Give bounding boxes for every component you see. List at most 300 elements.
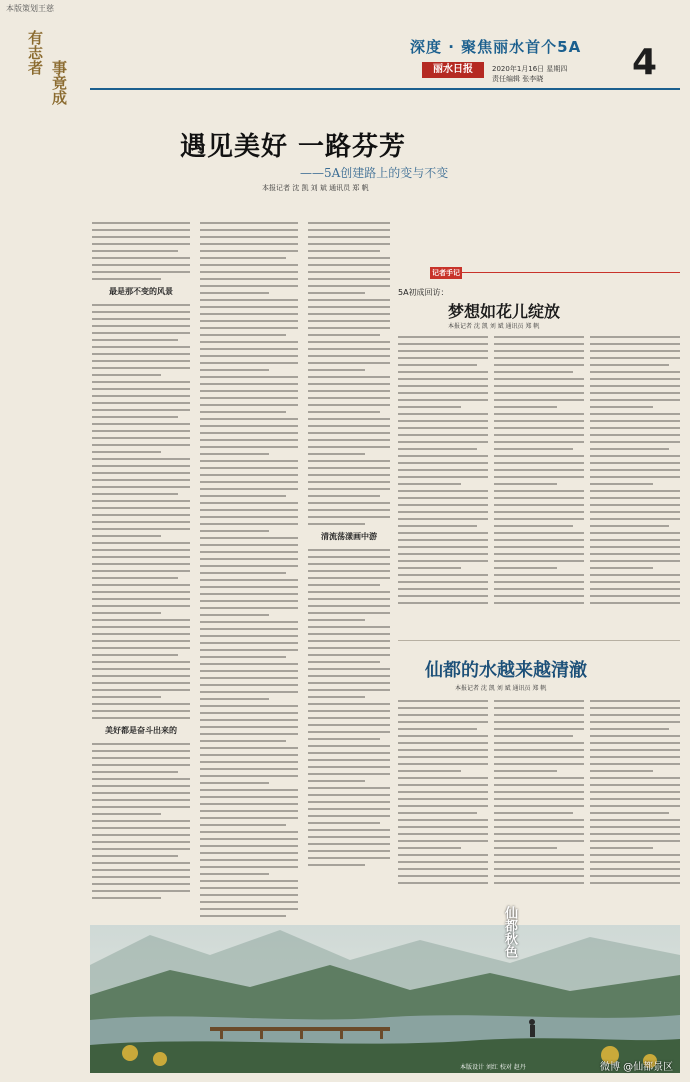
text-line [308,327,390,329]
text-line [494,511,584,513]
text-line [398,497,488,499]
text-line [398,602,488,604]
text-line [92,710,190,712]
text-line [494,721,584,723]
text-line [308,612,390,614]
text-line [590,343,680,345]
text-line [308,633,390,635]
text-line [92,430,190,432]
text-line [590,588,680,590]
text-line [92,661,190,663]
text-line [308,577,390,579]
text-line [590,371,680,373]
text-line [590,770,653,772]
text-line [590,735,680,737]
text-line [92,890,190,892]
reporter-notes-tag: 记者手记 [432,269,460,277]
sidebar-title: 梦想如花儿绽放 [448,302,561,321]
text-line [494,350,584,352]
text-line [494,567,557,569]
text-line [200,859,298,861]
text-line [398,350,488,352]
text-line [494,504,584,506]
text-line [308,236,390,238]
text-line [308,794,390,796]
text-line [92,528,190,530]
text-line [398,518,488,520]
text-line [308,563,390,565]
text-line [398,378,488,380]
text-line [200,257,286,259]
sidebar-column-1 [398,336,488,609]
text-line [200,565,298,567]
text-line [590,791,680,793]
text-line [590,749,680,751]
text-line [92,229,190,231]
text-line [398,490,488,492]
text-line [494,882,584,884]
text-line [590,819,680,821]
text-line [494,560,584,562]
text-line [92,409,190,411]
text-line [200,313,298,315]
text-line [590,854,680,856]
landscape-illustration [90,925,680,1073]
text-line [308,446,390,448]
text-column-2 [200,222,298,922]
text-line [200,733,298,735]
text-line [398,434,488,436]
text-line [200,229,298,231]
text-line [200,502,298,504]
text-line [92,806,190,808]
text-line [494,749,584,751]
text-line [308,523,365,525]
text-line [308,397,390,399]
text-line [308,264,390,266]
text-line [308,647,390,649]
text-line [398,406,461,408]
text-line [92,570,190,572]
text-line [494,483,557,485]
text-line [200,397,298,399]
text-line [308,495,380,497]
sidebar-column-3 [590,336,680,609]
text-line [308,759,390,761]
text-line [398,756,488,758]
text-line [92,647,190,649]
second-article-title: 仙都的水越来越清澈 [425,660,587,681]
text-line [200,600,298,602]
text-line [308,467,390,469]
text-line [308,682,390,684]
text-line [308,299,390,301]
text-line [494,707,584,709]
text-line [398,728,477,730]
text-line [308,271,390,273]
byline: 本报记者 沈 凯 刘 斌 通讯员 郑 帆 [262,184,369,192]
text-line [590,546,680,548]
text-line [494,490,584,492]
text-line [590,504,680,506]
text-line [590,476,680,478]
text-line [308,425,390,427]
text-line [398,427,488,429]
text-line [200,222,298,224]
photo-caption: 仙都秋色 [502,906,517,958]
text-line [494,847,557,849]
section-divider [398,640,680,641]
text-line [494,441,584,443]
text-line [494,378,584,380]
text-line [92,682,190,684]
text-line [200,369,269,371]
text-line [200,271,298,273]
text-line [590,560,680,562]
text-line [308,626,390,628]
text-line [398,560,488,562]
text-line [494,385,584,387]
text-line [200,264,298,266]
text-line [200,404,298,406]
subhead-3: 美好都是奋斗出来的 [105,726,177,735]
text-line [200,768,298,770]
text-line [398,413,488,415]
text-line [200,509,298,511]
subheadline: ——5A创建路上的变与不变 [300,166,449,180]
text-line [200,803,298,805]
text-line [494,462,584,464]
text-line [590,875,680,877]
text-line [200,446,298,448]
text-line [200,789,298,791]
text-line [308,369,365,371]
text-line [200,453,269,455]
text-line [92,416,178,418]
text-line [590,777,680,779]
text-line [200,670,298,672]
text-line [200,712,298,714]
text-line [308,418,390,420]
text-line [398,371,488,373]
headline: 遇见美好 一路芬芳 [180,132,407,162]
text-line [590,847,653,849]
text-line [200,418,298,420]
text-line [200,761,298,763]
text-line [308,229,390,231]
text-line [308,404,390,406]
text-line [308,752,390,754]
text-line [398,875,488,877]
text-line [92,395,190,397]
text-line [200,439,298,441]
text-line [494,602,584,604]
text-line [590,581,680,583]
text-line [200,747,298,749]
text-line [494,854,584,856]
text-line [494,588,584,590]
text-line [590,574,680,576]
text-line [398,595,488,597]
text-line [200,887,298,889]
text-line [398,448,477,450]
text-line [308,822,380,824]
text-line [308,439,390,441]
design-credit: 本版设计 刘红 校对 赵丹 [460,1064,526,1071]
text-line [590,868,680,870]
text-line [494,420,584,422]
text-line [200,348,298,350]
text-line [398,840,488,842]
text-line [308,411,380,413]
text-line [200,838,298,840]
sidebar-kicker: 5A初成回访： [398,288,449,297]
text-line [200,572,286,574]
text-line [200,327,298,329]
text-line [494,343,584,345]
sidebar-byline: 本报记者 沈 凯 刘 斌 通讯员 郑 帆 [448,323,540,330]
text-line [200,558,298,560]
text-line [92,521,190,523]
text-line [494,427,584,429]
text-line [92,577,178,579]
text-line [308,320,390,322]
text-line [308,864,365,866]
text-line [92,346,190,348]
text-line [92,264,190,266]
text-line [494,406,557,408]
text-line [494,742,584,744]
text-line [92,542,190,544]
text-line [200,796,298,798]
text-line [92,563,190,565]
text-line [398,777,488,779]
text-line [398,385,488,387]
text-line [92,876,190,878]
text-line [92,584,190,586]
text-line [308,516,390,518]
text-line [200,894,298,896]
text-line [200,278,298,280]
text-line [398,574,488,576]
text-line [308,278,390,280]
text-line [590,392,680,394]
text-line [92,771,178,773]
text-line [92,479,190,481]
text-line [590,441,680,443]
second-column-3 [590,700,680,889]
text-line [398,812,477,814]
text-line [308,710,390,712]
text-line [590,455,680,457]
text-line [200,824,286,826]
text-line [92,619,190,621]
text-line [590,364,669,366]
text-line [590,378,680,380]
page-number: 4 [632,42,658,83]
text-line [398,336,488,338]
text-line [92,591,190,593]
text-line [92,458,190,460]
text-line [590,525,669,527]
text-line [398,749,488,751]
text-line [494,875,584,877]
text-line [308,591,390,593]
text-line [200,740,286,742]
text-line [590,518,680,520]
text-line [200,614,269,616]
text-line [200,467,298,469]
text-line [494,756,584,758]
text-line [200,495,286,497]
text-line [590,567,653,569]
text-line [590,350,680,352]
text-line [92,689,190,691]
text-line [398,735,488,737]
text-line [308,717,390,719]
text-column-3 [308,222,390,871]
text-line [494,574,584,576]
text-line [494,833,584,835]
landscape-photo [90,925,680,1073]
text-line [200,376,298,378]
text-line [200,607,298,609]
text-line [494,805,584,807]
text-line [200,544,298,546]
text-line [590,707,680,709]
text-line [398,462,488,464]
header-rule [90,88,680,90]
text-line [200,306,298,308]
text-line [308,285,390,287]
text-line [200,250,298,252]
text-line [200,299,298,301]
text-line [494,700,584,702]
text-line [92,820,190,822]
text-line [494,763,584,765]
text-line [308,696,365,698]
text-line [200,481,298,483]
dateline: 2020年1月16日 星期四 [492,65,568,73]
text-line [308,598,390,600]
text-line [398,833,488,835]
text-line [92,360,190,362]
text-line [92,423,190,425]
text-line [590,728,669,730]
text-line [200,320,298,322]
text-line [590,798,680,800]
text-line [590,784,680,786]
text-line [92,332,190,334]
text-line [200,719,298,721]
text-line [92,278,161,280]
text-line [200,775,298,777]
text-line [92,486,190,488]
text-line [308,766,390,768]
text-line [92,388,190,390]
text-line [590,413,680,415]
text-line [494,448,573,450]
text-line [308,432,390,434]
text-line [92,535,161,537]
text-line [398,546,488,548]
text-line [398,861,488,863]
text-line [92,493,178,495]
text-line [308,640,390,642]
text-line [398,770,461,772]
text-line [92,717,190,719]
text-line [92,549,190,551]
text-line [92,304,190,306]
text-line [200,530,269,532]
text-line [308,584,380,586]
text-line [494,392,584,394]
text-line [200,698,269,700]
text-line [494,595,584,597]
text-line [398,868,488,870]
text-line [494,434,584,436]
text-line [590,434,680,436]
text-line [398,707,488,709]
text-line [398,399,488,401]
text-line [590,721,680,723]
text-line [200,593,298,595]
text-line [494,777,584,779]
second-column-1 [398,700,488,889]
text-line [92,778,190,780]
text-line [494,455,584,457]
text-line [200,243,298,245]
text-line [308,661,380,663]
text-line [92,605,190,607]
text-line [398,588,488,590]
text-line [590,763,680,765]
text-line [494,546,584,548]
text-line [590,742,680,744]
text-line [398,763,488,765]
text-line [308,460,390,462]
text-line [308,829,390,831]
text-line [398,392,488,394]
text-line [494,518,584,520]
text-line [308,857,390,859]
text-line [590,553,680,555]
text-line [590,840,680,842]
planner-credit: 本版策划王慈 [6,4,54,13]
text-line [200,425,298,427]
text-line [92,514,190,516]
text-line [590,602,680,604]
text-line [590,833,680,835]
text-line [308,362,390,364]
text-line [200,383,298,385]
text-line [200,845,298,847]
text-line [308,689,390,691]
text-line [494,714,584,716]
text-line [200,656,286,658]
text-line [398,819,488,821]
text-line [92,437,190,439]
text-line [590,805,680,807]
text-line [92,353,190,355]
text-line [398,525,477,527]
text-line [494,371,573,373]
text-line [308,556,390,558]
text-line [200,649,298,651]
text-line [308,355,390,357]
editor-credit: 责任编辑 张李晓 [492,75,544,83]
text-line [200,880,298,882]
